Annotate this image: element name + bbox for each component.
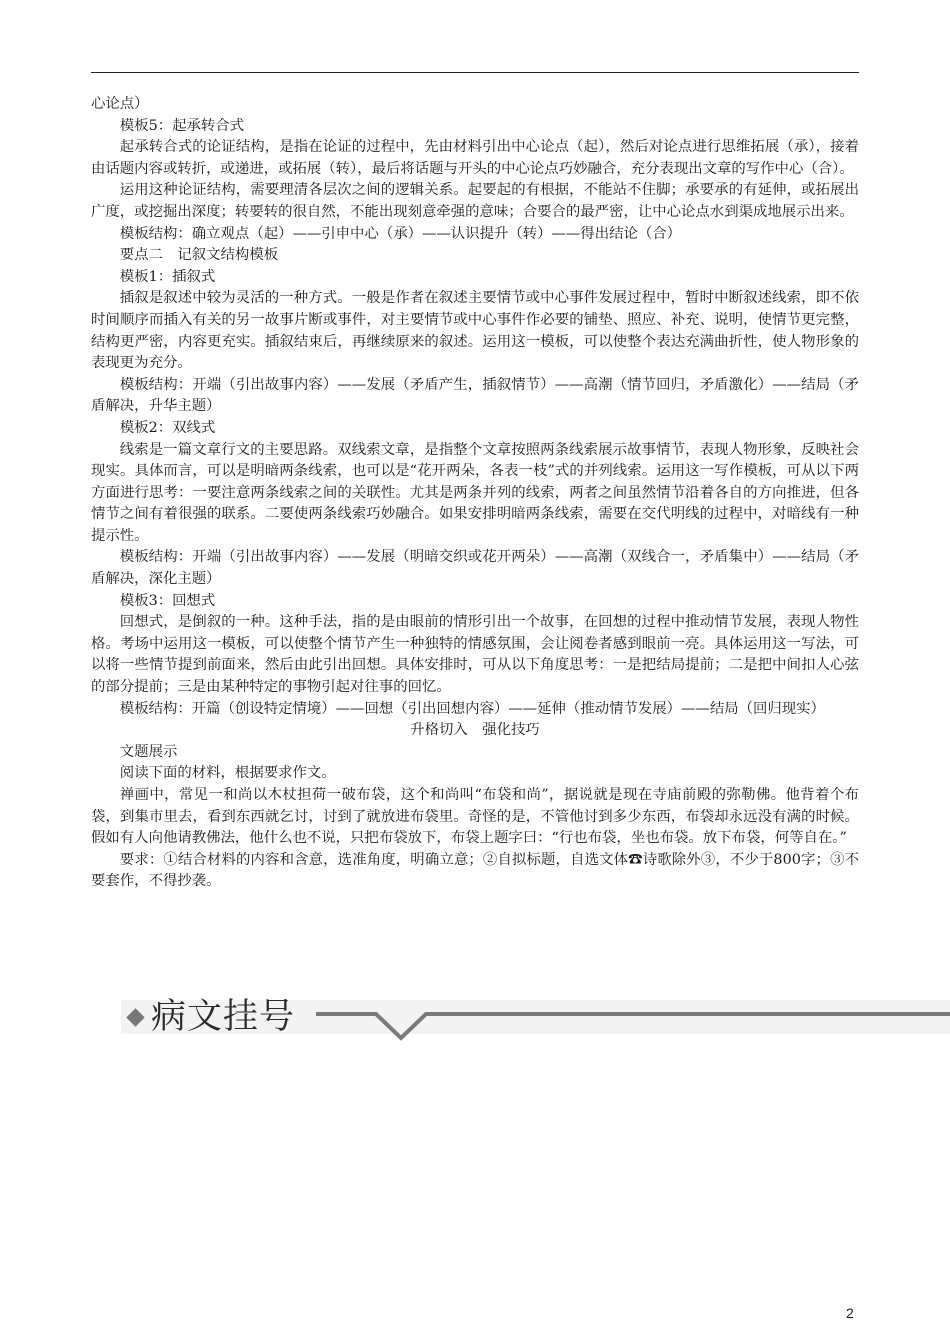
paragraph: 模板结构：确立观点（起）——引申中心（承）——认识提升（转）——得出结论（合） xyxy=(119,225,682,242)
paragraph: 模板3：回想式 xyxy=(119,592,216,609)
section-banner xyxy=(121,994,950,1044)
paragraph: 要点二 记叙文结构模板 xyxy=(119,247,279,264)
paragraph: 模板2：双线式 xyxy=(119,419,216,436)
paragraph: 要求：①结合材料的内容和含意，选准角度，明确立意；②自拟标题，自选文体☎诗歌除外③，不少于800字；③不要套作，不得抄袭。 xyxy=(91,851,859,890)
paragraph: 回想式，是倒叙的一种。这种手法，指的是由眼前的情形引出一个故事，在回想的过程中推动情节发展，表现人物性格。考场中运用这一模板，可以使整个情节产生一种独特的情感氛围，会让阅卷者感到眼前一亮。具体运用这一写法，可以将一些情节提到前面来，然后由此引出回想。具体安排时，可从以下角度思考：一是把结局提前；二是把中间扣人心弦的部分提前；三是由某种特定的事物引起对往事的回忆。 xyxy=(91,614,859,696)
paragraph: 线索是一篇文章行文的主要思路。双线索文章，是指整个文章按照两条线索展示故事情节，表现人物形象，反映社会现实。具体而言，可以是明暗两条线索，也可以是“花开两朵，各表一枝”式的并列线索。运用这一写作模板，可从以下两方面进行思考：一要注意两条线索之间的关联性。尤其是两条并列的线索，两者之间虽然情节沿着各自的方向推进，但各情节之间有着很强的联系。二要使两条线索巧妙融合。如果安排明暗两条线索，需要在交代明线的过程中，对暗线有一种提示性。 xyxy=(91,441,859,544)
paragraph: 阅读下面的材料，根据要求作文。 xyxy=(119,765,336,782)
paragraph: 模板结构：开端（引出故事内容）——发展（矛盾产生，插叙情节）——高潮（情节回归，矛盾激化）——结局（矛盾解决，升华主题） xyxy=(91,376,859,415)
document-body xyxy=(91,94,859,893)
paragraph: 升格切入 强化技巧 xyxy=(410,722,540,739)
paragraph: 运用这种论证结构，需要理清各层次之间的逻辑关系。起要起的有根据，不能站不住脚；承要承的有延伸，或拓展出广度，或挖掘出深度；转要转的很自然，不能出现刻意牵强的意味；合要合的最严密，让中心论点水到渠成地展示出来。 xyxy=(91,182,859,220)
paragraph: 禅画中，常见一和尚以木杖担荷一破布袋，这个和尚叫“布袋和尚”，据说就是现在寺庙前殿的弥勒佛。他背着个布袋，到集市里去，看到东西就乞讨，讨到了就放进布袋里。奇怪的是，不管他讨到多少东西，布袋却永远没有满的时候。假如有人向他请教佛法，他什么也不说，只把布袋放下，布袋上题字曰：“行也布袋，坐也布袋。放下布袋，何等自在。” xyxy=(91,787,859,847)
paragraph: 模板结构：开篇（创设特定情境）——回想（引出回想内容）——延伸（推动情节发展）——结局（回归现实） xyxy=(119,700,825,717)
paragraph: 模板5：起承转合式 xyxy=(119,117,245,134)
page-number: 2 xyxy=(846,1305,854,1321)
paragraph: 心论点） xyxy=(91,96,149,112)
paragraph: 模板结构：开端（引出故事内容）——发展（明暗交织或花开两朵）——高潮（双线合一，矛盾集中）——结局（矛盾解决，深化主题） xyxy=(91,549,859,588)
paragraph: 文题展示 xyxy=(119,743,178,760)
paragraph: 起承转合式的论证结构，是指在论证的过程中，先由材料引出中心论点（起），然后对论点进行思维拓展（承），接着由话题内容或转折，或递进，或拓展（转），最后将话题与开头的中心论点巧妙融合，充分表现出文章的写作中心（合）。 xyxy=(91,139,859,177)
paragraph: 插叙是叙述中较为灵活的一种方式。一般是作者在叙述主要情节或中心事件发展过程中，暂时中断叙述线索，即不依时间顺序而插入有关的另一故事片断或事件，对主要情节或中心事件作必要的铺垫、照应、补充、说明，使情节更完整，结构更严密，内容更充实。插叙结束后，再继续原来的叙述。运用这一模板，可以使整个表达充满曲折性，使人物形象的表现更为充分。 xyxy=(91,290,859,372)
banner-title: 病文挂号 xyxy=(151,997,296,1037)
paragraph: 模板1：插叙式 xyxy=(119,268,216,285)
header-rule xyxy=(91,72,859,73)
